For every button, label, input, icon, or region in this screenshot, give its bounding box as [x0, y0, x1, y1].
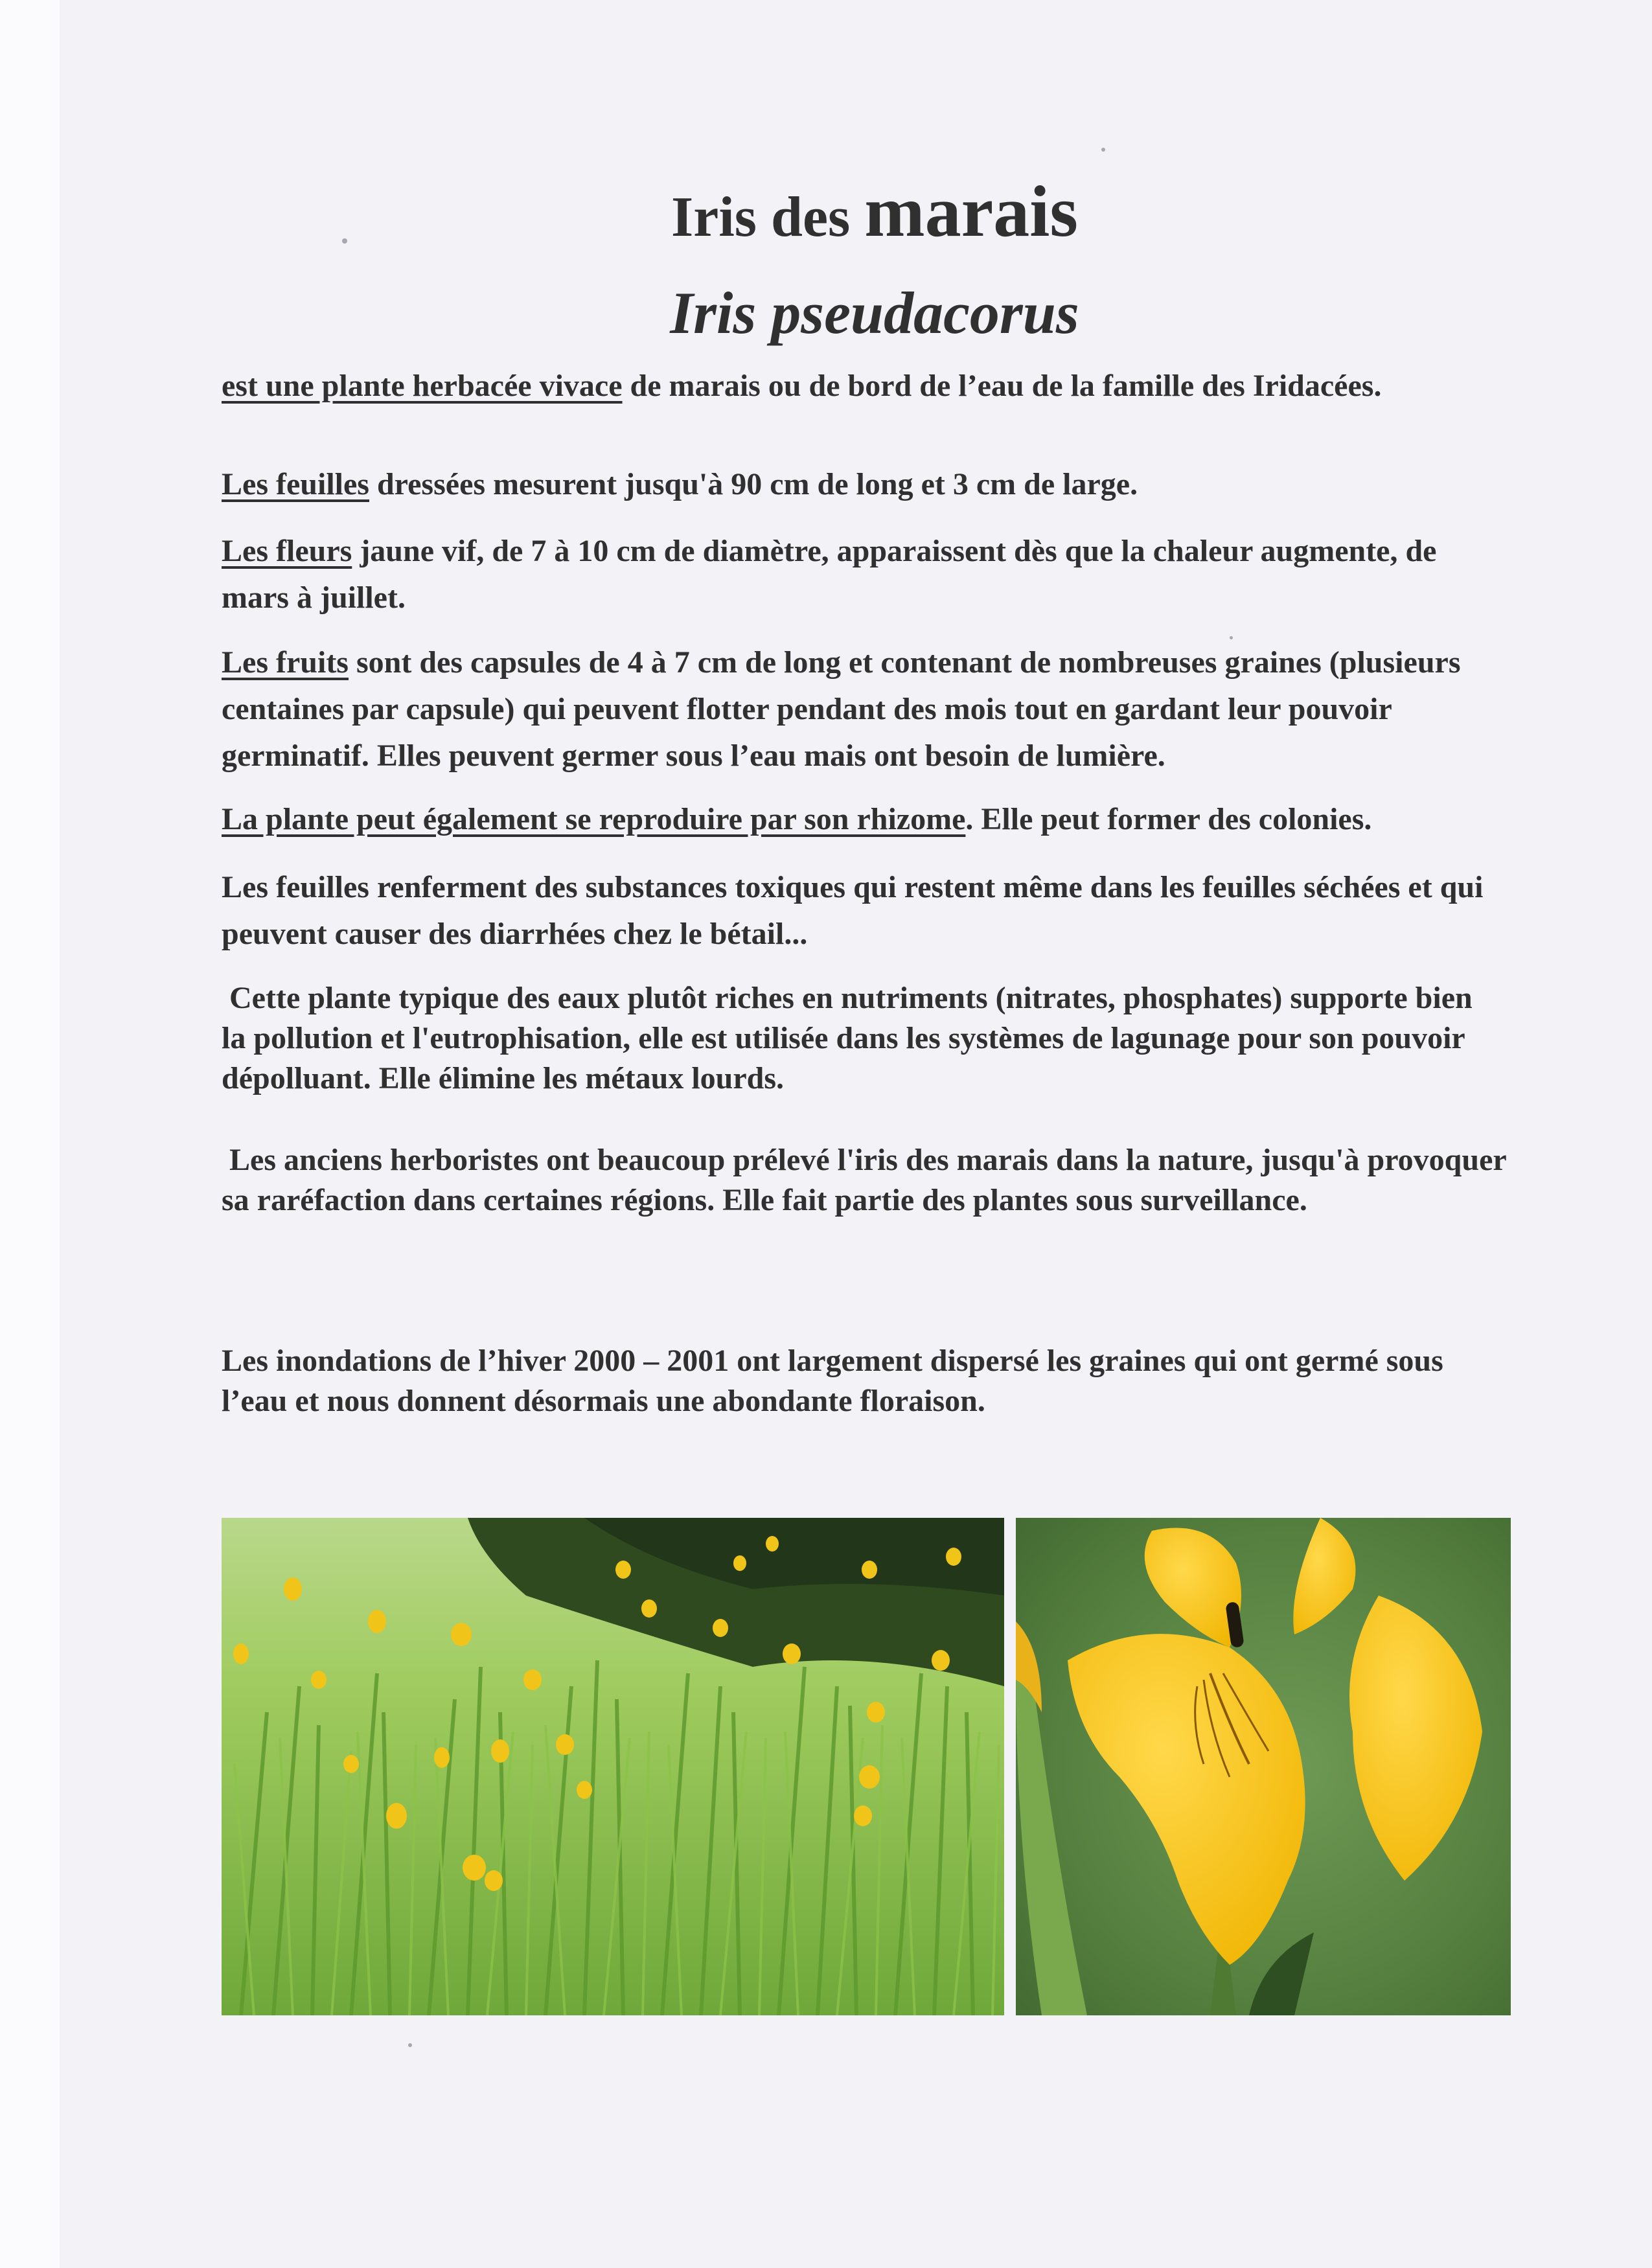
paragraph-text: sont des capsules de 4 à 7 cm de long et contenant de nombreuses graines (plusieurs centaines par capsule) qui peuvent flotter pendant des mois tout en gardant leur pouvoir germinatif. Elles peuvent germer sous l’eau mais ont besoin de lumière.	[222, 645, 1461, 773]
page-title	[0, 170, 1652, 260]
scan-speck	[1101, 148, 1105, 152]
paragraph-lead: Les fleurs	[222, 534, 352, 568]
paragraph-depollution: Cette plante typique des eaux plutôt riches en nutriments (nitrates, phosphates) supporte bien la pollution et l'eutrophisation, elle est utilisée dans les systèmes de lagunage pour son pouvoir dépolluant. Elle élimine les métaux lourds.	[222, 981, 1480, 1095]
paragraph-leaves	[222, 463, 1556, 506]
title-emphasis: marais	[864, 172, 1078, 252]
paragraph-herbalists: Les anciens herboristes ont beaucoup prélevé l'iris des marais dans la nature, jusqu'à provoquer sa raréfaction dans certaines régions. Elle fait partie des plantes sous surveillance.	[222, 1143, 1514, 1217]
scan-speck	[408, 2043, 412, 2047]
iris-meadow-photo	[222, 1518, 1004, 2015]
paragraph-lead: Les fruits	[222, 645, 349, 680]
page-subtitle: Iris pseudacorus	[670, 280, 1079, 346]
paragraph-lead: Les feuilles	[222, 467, 369, 501]
paragraph-lead: La plante peut également se reproduire par son rhizome	[222, 802, 966, 836]
iris-flower-closeup-photo	[1016, 1518, 1511, 2015]
paragraph-text: de marais ou de bord de l’eau de la famille des Iridacées.	[622, 369, 1382, 403]
paragraph-text: dressées mesurent jusqu'à 90 cm de long et 3 cm de large.	[369, 467, 1138, 501]
paragraph-rhizome	[222, 798, 1614, 841]
scan-speck	[342, 238, 347, 244]
paragraph-fruits	[222, 639, 1543, 779]
paragraph-description	[222, 366, 1556, 406]
paragraph-text: jaune vif, de 7 à 10 cm de diamètre, apparaissent dès que la chaleur augmente, de mars à juillet.	[222, 534, 1437, 615]
paragraph-flowers	[222, 528, 1452, 621]
paragraph-toxicity: Les feuilles renferment des substances toxiques qui restent même dans les feuilles séchées et qui peuvent causer des diarrhées chez le bétail...	[222, 870, 1484, 951]
title-prefix: Iris des	[671, 186, 851, 249]
scan-speck	[1230, 636, 1233, 639]
paragraph-text: . Elle peut former des colonies.	[965, 802, 1372, 836]
paragraph-lead: est une plante herbacée vivace	[222, 369, 623, 403]
paragraph-floods: Les inondations de l’hiver 2000 – 2001 ont largement dispersé les graines qui ont germé sous l’eau et nous donnent désormais une abondante floraison.	[222, 1344, 1443, 1418]
